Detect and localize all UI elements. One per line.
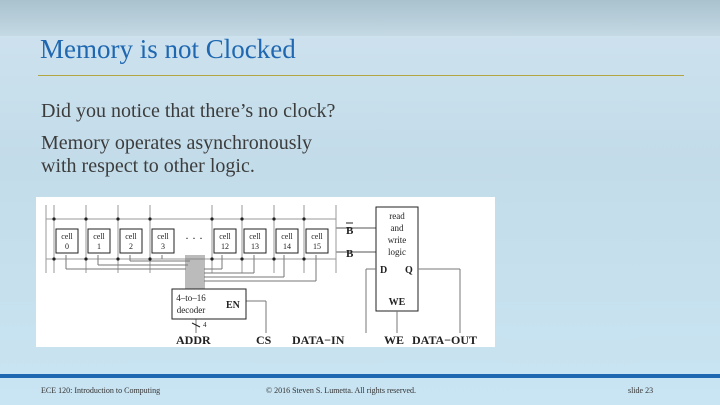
cell-2-word: cell — [125, 232, 137, 241]
cell-2 — [120, 229, 142, 253]
q-label: Q — [405, 265, 413, 276]
cell-3-index: 3 — [161, 242, 165, 251]
footer-copyright: © 2016 Steven S. Lumetta. All rights reserved. — [266, 386, 417, 395]
cell-0-index: 0 — [65, 242, 69, 251]
cell-12-index: 12 — [221, 242, 229, 251]
cell-0-word: cell — [61, 232, 73, 241]
footer-course: ECE 120: Introduction to Computing — [41, 386, 161, 395]
bus-width: 4 — [203, 321, 207, 329]
cs-label: CS — [256, 333, 272, 347]
slide-title: Memory is not Clocked — [40, 34, 296, 64]
we-label: WE — [384, 333, 405, 347]
bullet-line-1: Did you notice that there’s no clock? — [41, 100, 336, 122]
cell-2-index: 2 — [129, 242, 133, 251]
top-band — [0, 0, 720, 36]
cell-13 — [244, 229, 266, 253]
we-inner-label: WE — [388, 297, 406, 308]
cell-13-word: cell — [249, 232, 261, 241]
word-lines — [66, 255, 316, 289]
bit-bar-label: B — [346, 225, 354, 237]
footer-slide-number: slide 23 — [628, 386, 654, 395]
cell-15-index: 15 — [313, 242, 321, 251]
cell-14 — [276, 229, 298, 253]
rw-logic-line-2: and — [390, 223, 404, 233]
cell-15-word: cell — [311, 232, 323, 241]
bullet-line-2b: with respect to other logic. — [41, 155, 255, 177]
cell-1-index: 1 — [97, 242, 101, 251]
cell-1-word: cell — [93, 232, 105, 241]
bullet-line-2 — [41, 132, 312, 178]
addr-label: ADDR — [176, 333, 211, 347]
cell-14-index: 14 — [283, 242, 291, 251]
cell-13-index: 13 — [251, 242, 259, 251]
rw-logic-line-3: write — [387, 235, 407, 245]
cell-0 — [56, 229, 78, 253]
rw-logic-line-1: read — [389, 211, 405, 221]
data-in-label: DATA−IN — [292, 333, 345, 347]
cell-3 — [152, 229, 174, 253]
rw-logic-line-4: logic — [388, 247, 406, 257]
decoder-line-2: decoder — [176, 305, 206, 315]
decoder-line-1: 4–to–16 — [176, 293, 206, 303]
rw-logic-block — [376, 207, 418, 311]
cell-12-word: cell — [219, 232, 231, 241]
cell-1 — [88, 229, 110, 253]
cells-ellipsis: · · · — [185, 231, 203, 245]
footer-bar — [0, 374, 720, 378]
bit-label: B — [346, 248, 354, 260]
memory-diagram — [36, 197, 495, 347]
decoder-block — [172, 289, 246, 329]
cell-14-word: cell — [281, 232, 293, 241]
title-rule — [38, 75, 684, 76]
bullet-line-2a: Memory operates asynchronously — [41, 132, 313, 154]
d-label: D — [380, 265, 388, 276]
cell-3-word: cell — [157, 232, 169, 241]
en-label: EN — [226, 300, 240, 311]
memory-diagram-svg — [36, 197, 495, 347]
cell-15 — [306, 229, 328, 253]
data-out-label: DATA−OUT — [412, 333, 478, 347]
cell-12 — [214, 229, 236, 253]
